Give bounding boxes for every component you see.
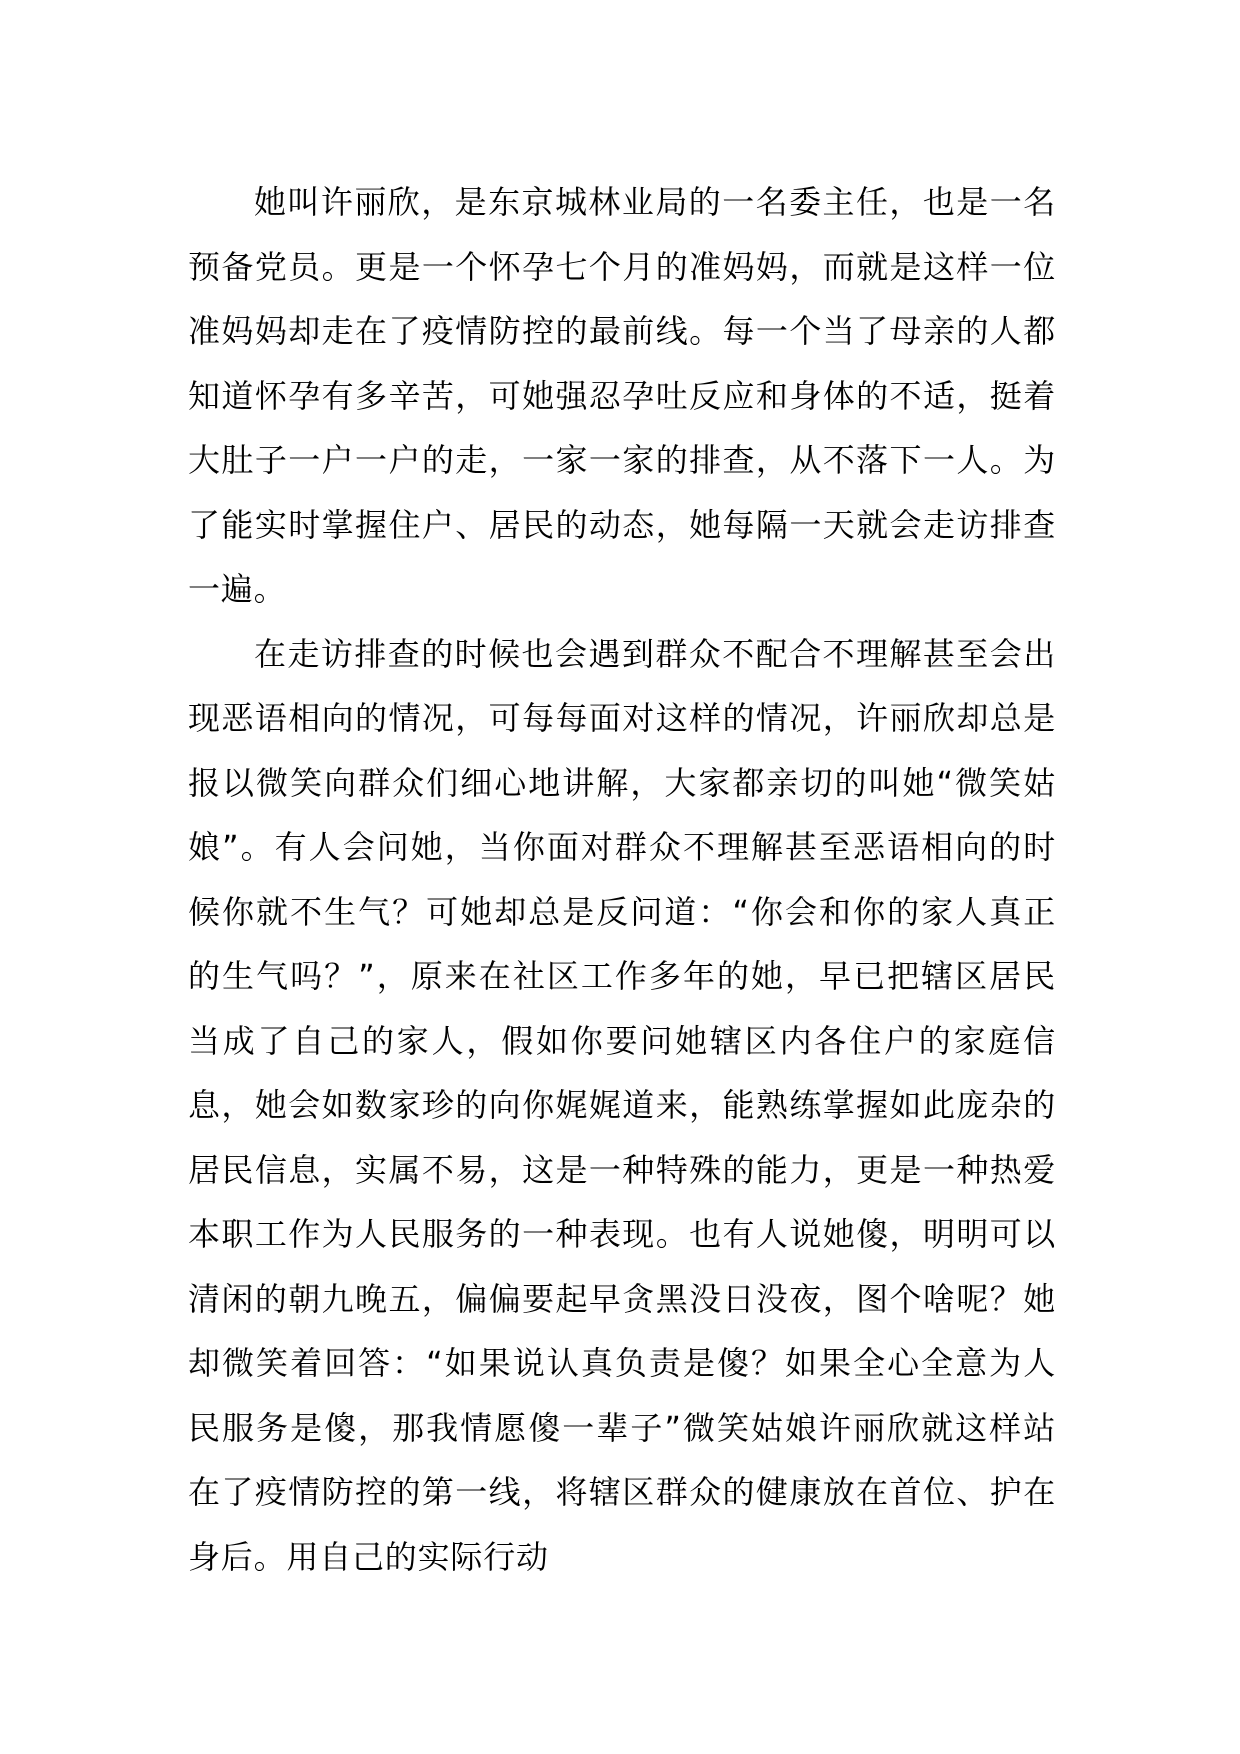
paragraph-1: 她叫许丽欣，是东京城林业局的一名委主任，也是一名预备党员。更是一个怀孕七个月的准妈妈，而就是这样一位准妈妈却走在了疫情防控的最前线。每一个当了母亲的人都知道怀孕有多辛苦，可她强忍孕吐反应和身体的不适，挺着大肚子一户一户的走，一家一家的排查，从不落下一人。为了能实时掌握住户、居民的动态，她每隔一天就会走访排查一遍。: [188, 183, 1056, 608]
document-body: [188, 170, 1056, 1589]
paragraph-2: 在走访排查的时候也会遇到群众不配合不理解甚至会出现恶语相向的情况，可每每面对这样的情况，许丽欣却总是报以微笑向群众们细心地讲解，大家都亲切的叫她“微笑姑娘”。有人会问她，当你面对群众不理解甚至恶语相向的时候你就不生气？可她却总是反问道：“你会和你的家人真正的生气吗？”，原来在社区工作多年的她，早已把辖区居民当成了自己的家人，假如你要问她辖区内各住户的家庭信息，她会如数家珍的向你娓娓道来，能熟练掌握如此庞杂的居民信息，实属不易，这是一种特殊的能力，更是一种热爱本职工作为人民服务的一种表现。也有人说她傻，明明可以清闲的朝九晚五，偏偏要起早贪黑没日没夜，图个啥呢？她却微笑着回答：“如果说认真负责是傻？如果全心全意为人民服务是傻，那我情愿傻一辈子”微笑姑娘许丽欣就这样站在了疫情防控的第一线，将辖区群众的健康放在首位、护在身后。用自己的实际行动: [188, 634, 1056, 1576]
